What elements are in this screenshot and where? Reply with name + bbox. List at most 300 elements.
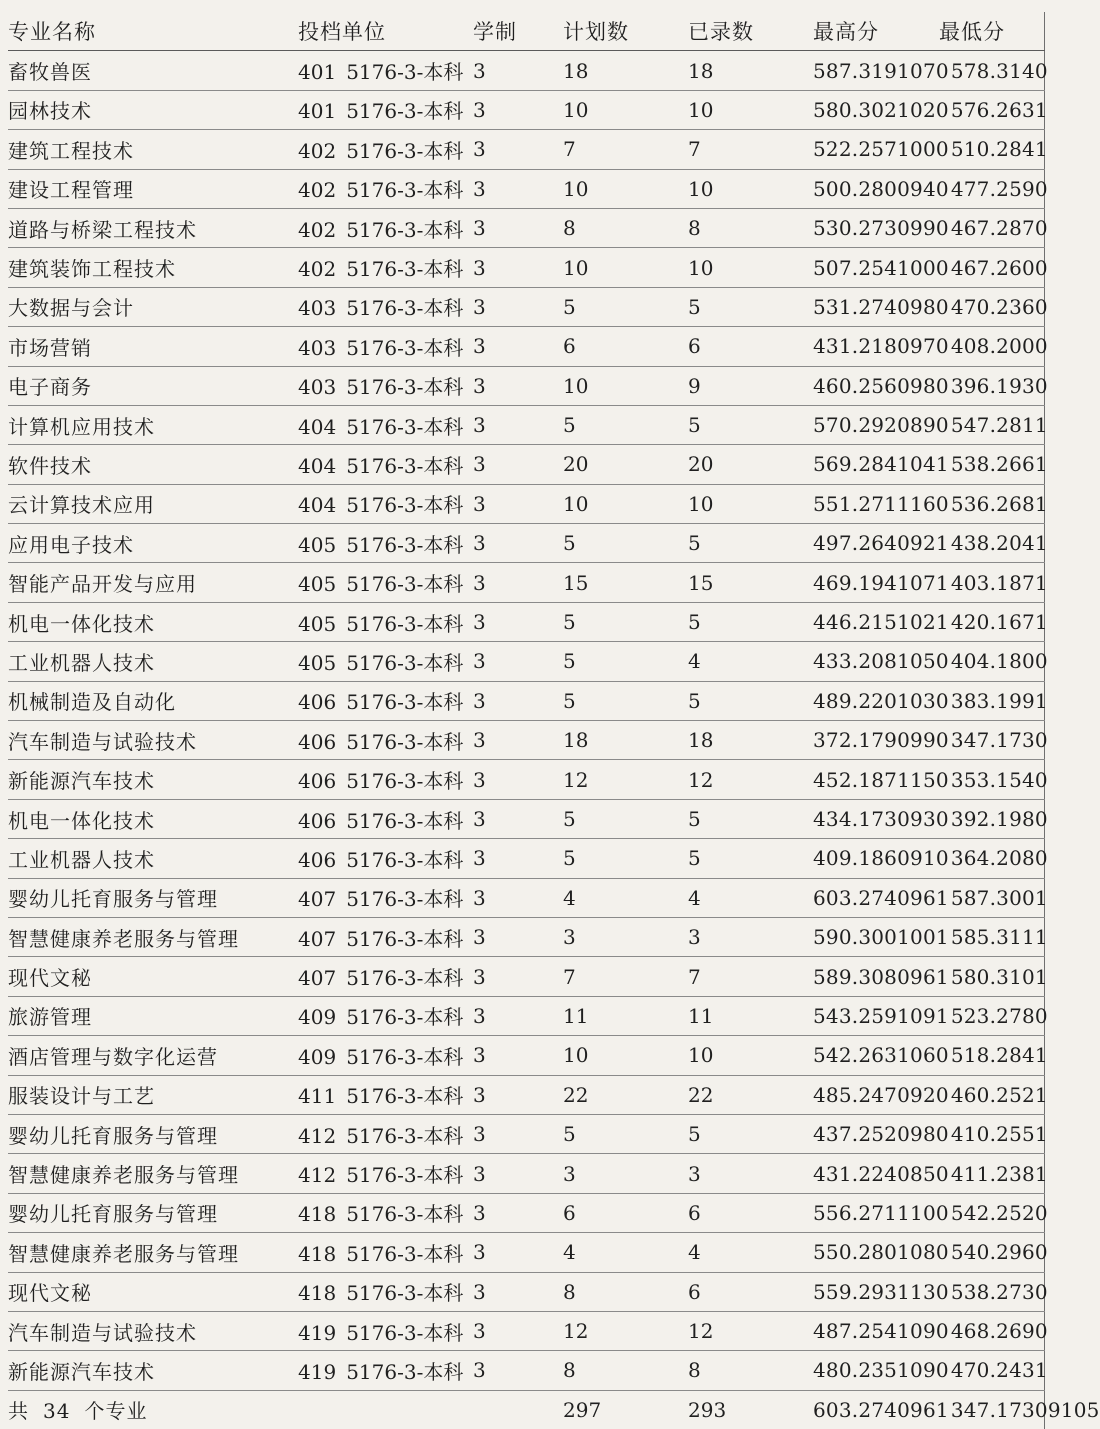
cell-max-score: 433.2081050	[813, 649, 949, 674]
cell-unit	[298, 563, 473, 602]
cell-min-score: 540.2960	[950, 1240, 1048, 1265]
cell-score-range	[813, 366, 1048, 405]
cell-max-score: 487.2541090	[813, 1319, 949, 1344]
cell-score-range	[813, 799, 1048, 838]
cell-unit-code: 402	[298, 257, 337, 282]
cell-plan: 15	[563, 563, 688, 602]
cell-unit-code: 402	[298, 178, 337, 203]
cell-max-score: 500.2800940	[813, 176, 949, 201]
cell-max-score: 497.2640921	[813, 531, 949, 556]
cell-major: 旅游管理	[8, 996, 298, 1035]
cell-major: 智慧健康养老服务与管理	[8, 917, 298, 956]
cell-unit	[298, 1154, 473, 1193]
cell-unit	[298, 445, 473, 484]
cell-unit-name: 5176-3-本科	[346, 1359, 464, 1384]
cell-unit-name: 5176-3-本科	[346, 808, 464, 833]
cell-plan: 4	[563, 878, 688, 917]
cell-unit-code: 405	[298, 532, 337, 557]
cell-score-range	[813, 327, 1048, 366]
cell-plan: 6	[563, 1193, 688, 1232]
cell-unit	[298, 878, 473, 917]
cell-unit	[298, 1075, 473, 1114]
cell-score-range	[813, 721, 1048, 760]
cell-score-range	[813, 1272, 1048, 1311]
cell-major: 汽车制造与试验技术	[8, 1311, 298, 1350]
cell-major: 智慧健康养老服务与管理	[8, 1233, 298, 1272]
cell-unit	[298, 721, 473, 760]
cell-years: 3	[473, 445, 563, 484]
cell-plan: 5	[563, 405, 688, 444]
cell-unit	[298, 1193, 473, 1232]
cell-max-score: 580.3021020	[813, 97, 949, 122]
cell-years: 3	[473, 1114, 563, 1153]
cell-unit	[298, 169, 473, 208]
cell-unit	[298, 405, 473, 444]
table-row	[8, 248, 1044, 287]
cell-years: 3	[473, 208, 563, 247]
cell-major: 机械制造及自动化	[8, 681, 298, 720]
cell-max-score: 437.2520980	[813, 1122, 949, 1147]
cell-max-score: 570.2920890	[813, 413, 949, 438]
cell-plan: 3	[563, 917, 688, 956]
cell-years: 3	[473, 760, 563, 799]
cell-min-score: 396.1930	[950, 373, 1048, 398]
cell-admitted: 20	[688, 445, 813, 484]
total-max: 603.2740961	[813, 1397, 949, 1422]
cell-plan: 3	[563, 1154, 688, 1193]
cell-unit-code: 404	[298, 493, 337, 518]
cell-years: 3	[473, 248, 563, 287]
cell-admitted: 18	[688, 51, 813, 90]
cell-years: 3	[473, 839, 563, 878]
cell-admitted: 10	[688, 248, 813, 287]
cell-unit-name: 5176-3-本科	[346, 375, 464, 400]
cell-unit-name: 5176-3-本科	[346, 453, 464, 478]
table-row	[8, 721, 1044, 760]
cell-score-range	[813, 1114, 1048, 1153]
cell-unit-name: 5176-3-本科	[346, 532, 464, 557]
header-admitted: 已录数	[688, 12, 813, 51]
cell-unit-name: 5176-3-本科	[346, 60, 464, 85]
cell-major: 建设工程管理	[8, 169, 298, 208]
cell-score-range	[813, 1193, 1048, 1232]
cell-unit-code: 404	[298, 414, 337, 439]
cell-min-score: 438.2041	[950, 531, 1048, 556]
table-row	[8, 957, 1044, 996]
cell-unit-code: 411	[298, 1084, 337, 1109]
header-score-range	[813, 12, 1044, 51]
cell-unit	[298, 602, 473, 641]
cell-admitted: 12	[688, 1311, 813, 1350]
cell-plan: 7	[563, 130, 688, 169]
cell-unit	[298, 917, 473, 956]
cell-years: 3	[473, 524, 563, 563]
header-unit: 投档单位	[298, 12, 473, 51]
table-row	[8, 602, 1044, 641]
cell-score-range	[813, 760, 1048, 799]
total-plan: 297	[563, 1397, 602, 1422]
table-row	[8, 445, 1044, 484]
cell-years: 3	[473, 1233, 563, 1272]
table-row	[8, 484, 1044, 523]
cell-score-range	[813, 1154, 1048, 1193]
cell-unit-name: 5176-3-本科	[346, 769, 464, 794]
cell-major: 软件技术	[8, 445, 298, 484]
cell-major: 建筑工程技术	[8, 130, 298, 169]
cell-plan: 5	[563, 524, 688, 563]
cell-major: 工业机器人技术	[8, 839, 298, 878]
cell-unit	[298, 366, 473, 405]
cell-max-score: 434.1730930	[813, 807, 949, 831]
cell-unit-code: 406	[298, 769, 337, 794]
admission-score-table	[8, 12, 1100, 1429]
cell-major: 畜牧兽医	[8, 51, 298, 90]
cell-unit-name: 5176-3-本科	[346, 493, 464, 518]
cell-max-score: 489.2201030	[813, 688, 949, 713]
cell-max-score: 485.2470920	[813, 1082, 949, 1107]
cell-unit-code: 406	[298, 808, 337, 833]
cell-admitted: 5	[688, 839, 813, 878]
cell-unit	[298, 90, 473, 129]
cell-unit-name: 5176-3-本科	[346, 1202, 464, 1227]
cell-admitted: 5	[688, 681, 813, 720]
cell-admitted: 10	[688, 90, 813, 129]
cell-min-score: 538.2730	[950, 1279, 1048, 1304]
cell-admitted: 5	[688, 287, 813, 326]
cell-major: 机电一体化技术	[8, 799, 298, 838]
cell-max-score: 409.1860910	[813, 846, 949, 871]
cell-max-score: 590.3001001	[813, 925, 949, 950]
table-row	[8, 681, 1044, 720]
cell-years: 3	[473, 563, 563, 602]
cell-unit-name: 5176-3-本科	[346, 1241, 464, 1266]
cell-major: 云计算技术应用	[8, 484, 298, 523]
total-score-range	[813, 1390, 1100, 1429]
cell-score-range	[813, 51, 1048, 90]
cell-score-range	[813, 1036, 1048, 1075]
cell-score-range	[813, 957, 1048, 996]
cell-plan: 18	[563, 721, 688, 760]
total-admitted: 293	[688, 1397, 727, 1422]
cell-admitted: 8	[688, 208, 813, 247]
cell-admitted: 4	[688, 878, 813, 917]
cell-unit-name: 5176-3-本科	[346, 611, 464, 636]
cell-plan: 10	[563, 1036, 688, 1075]
cell-years: 3	[473, 1272, 563, 1311]
cell-max-score: 531.2740980	[813, 294, 949, 319]
cell-plan: 10	[563, 484, 688, 523]
cell-unit-name: 5176-3-本科	[346, 257, 464, 282]
cell-unit-code: 409	[298, 1044, 337, 1069]
cell-unit-name: 5176-3-本科	[346, 887, 464, 912]
cell-score-range	[813, 248, 1048, 287]
cell-score-range	[813, 287, 1048, 326]
cell-plan: 20	[563, 445, 688, 484]
cell-unit-name: 5176-3-本科	[346, 414, 464, 439]
cell-max-score: 543.2591091	[813, 1003, 949, 1028]
total-prefix: 共	[8, 1399, 29, 1424]
cell-min-score: 404.1800	[950, 649, 1048, 674]
cell-admitted: 22	[688, 1075, 813, 1114]
table-row	[8, 208, 1044, 247]
cell-min-score: 468.2690	[950, 1319, 1048, 1344]
cell-years: 3	[473, 1311, 563, 1350]
cell-min-score: 585.3111	[950, 925, 1048, 950]
table-row	[8, 642, 1044, 681]
cell-score-range	[813, 878, 1048, 917]
cell-min-score: 470.2360	[950, 294, 1048, 319]
table-row	[8, 878, 1044, 917]
cell-major: 市场营销	[8, 327, 298, 366]
cell-admitted: 6	[688, 1272, 813, 1311]
cell-major: 服装设计与工艺	[8, 1075, 298, 1114]
cell-major: 婴幼儿托育服务与管理	[8, 1193, 298, 1232]
cell-years: 3	[473, 327, 563, 366]
table-row	[8, 1114, 1044, 1153]
cell-unit	[298, 524, 473, 563]
cell-max-score: 589.3080961	[813, 964, 949, 989]
cell-years: 3	[473, 1036, 563, 1075]
cell-years: 3	[473, 642, 563, 681]
cell-min-score: 420.1671	[950, 610, 1048, 635]
table-row	[8, 760, 1044, 799]
cell-score-range	[813, 602, 1048, 641]
cell-unit	[298, 51, 473, 90]
cell-years: 3	[473, 917, 563, 956]
cell-unit-code: 403	[298, 335, 337, 360]
cell-max-score: 431.2240850	[813, 1161, 949, 1186]
table-row	[8, 917, 1044, 956]
cell-min-score: 467.2870	[950, 216, 1048, 241]
total-suffix: 个专业	[84, 1399, 148, 1424]
cell-unit-name: 5176-3-本科	[346, 1005, 464, 1030]
cell-unit-code: 418	[298, 1202, 337, 1227]
cell-min-score: 460.2521	[950, 1082, 1048, 1107]
table-row	[8, 169, 1044, 208]
cell-unit	[298, 642, 473, 681]
header-major: 专业名称	[8, 12, 298, 51]
cell-plan: 22	[563, 1075, 688, 1114]
cell-plan: 8	[563, 1272, 688, 1311]
cell-plan: 5	[563, 681, 688, 720]
cell-min-score: 392.1980	[950, 807, 1048, 831]
cell-unit-name: 5176-3-本科	[346, 1281, 464, 1306]
cell-min-score: 353.1540	[950, 767, 1048, 792]
cell-unit-code: 419	[298, 1359, 337, 1384]
cell-unit-code: 405	[298, 572, 337, 597]
cell-max-score: 446.2151021	[813, 610, 949, 635]
cell-plan: 12	[563, 760, 688, 799]
cell-min-score: 538.2661	[950, 452, 1048, 477]
cell-years: 3	[473, 366, 563, 405]
cell-max-score: 556.2711100	[813, 1200, 949, 1225]
cell-min-score: 578.3140	[950, 58, 1048, 83]
cell-plan: 8	[563, 208, 688, 247]
cell-unit-code: 407	[298, 887, 337, 912]
cell-unit	[298, 1233, 473, 1272]
cell-unit-code: 406	[298, 729, 337, 754]
cell-max-score: 559.2931130	[813, 1279, 949, 1304]
cell-min-score: 410.2551	[950, 1122, 1048, 1147]
cell-unit-name: 5176-3-本科	[346, 966, 464, 991]
cell-unit-code: 405	[298, 650, 337, 675]
cell-plan: 8	[563, 1351, 688, 1390]
header-min: 最低分	[939, 20, 1005, 45]
cell-unit-code: 418	[298, 1241, 337, 1266]
table-row	[8, 1351, 1044, 1390]
cell-unit-code: 407	[298, 966, 337, 991]
cell-major: 道路与桥梁工程技术	[8, 208, 298, 247]
table-row	[8, 287, 1044, 326]
cell-score-range	[813, 1075, 1048, 1114]
cell-plan: 10	[563, 248, 688, 287]
cell-admitted: 3	[688, 917, 813, 956]
cell-unit-name: 5176-3-本科	[346, 926, 464, 951]
cell-max-score: 480.2351090	[813, 1358, 949, 1383]
cell-major: 汽车制造与试验技术	[8, 721, 298, 760]
cell-admitted: 9	[688, 366, 813, 405]
cell-unit	[298, 839, 473, 878]
cell-unit	[298, 799, 473, 838]
cell-years: 3	[473, 90, 563, 129]
cell-admitted: 4	[688, 1233, 813, 1272]
cell-unit-code: 402	[298, 217, 337, 242]
cell-major: 大数据与会计	[8, 287, 298, 326]
cell-min-score: 536.2681	[950, 491, 1048, 516]
cell-min-score: 580.3101	[950, 964, 1048, 989]
cell-score-range	[813, 169, 1048, 208]
table-row	[8, 1193, 1044, 1232]
cell-admitted: 5	[688, 602, 813, 641]
cell-unit-code: 406	[298, 690, 337, 715]
cell-admitted: 10	[688, 1036, 813, 1075]
cell-score-range	[813, 1311, 1048, 1350]
cell-unit-code: 418	[298, 1281, 337, 1306]
cell-unit	[298, 287, 473, 326]
cell-unit-name: 5176-3-本科	[346, 572, 464, 597]
cell-max-score: 603.2740961	[813, 885, 949, 910]
cell-unit-name: 5176-3-本科	[346, 847, 464, 872]
cell-plan: 5	[563, 1114, 688, 1153]
cell-score-range	[813, 484, 1048, 523]
header-plan: 计划数	[563, 12, 688, 51]
cell-unit	[298, 208, 473, 247]
cell-years: 3	[473, 996, 563, 1035]
cell-plan: 10	[563, 366, 688, 405]
cell-min-score: 576.2631	[950, 97, 1048, 122]
cell-admitted: 5	[688, 405, 813, 444]
cell-unit-name: 5176-3-本科	[346, 99, 464, 124]
table-row	[8, 130, 1044, 169]
table-row	[8, 405, 1044, 444]
cell-admitted: 11	[688, 996, 813, 1035]
cell-unit-name: 5176-3-本科	[346, 729, 464, 754]
cell-unit-code: 409	[298, 1005, 337, 1030]
cell-major: 建筑装饰工程技术	[8, 248, 298, 287]
cell-unit-name: 5176-3-本科	[346, 1044, 464, 1069]
cell-unit	[298, 996, 473, 1035]
cell-max-score: 469.1941071	[813, 570, 949, 595]
table-row	[8, 799, 1044, 838]
cell-unit-name: 5176-3-本科	[346, 178, 464, 203]
cell-plan: 5	[563, 287, 688, 326]
cell-min-score: 347.1730	[950, 728, 1048, 753]
cell-years: 3	[473, 405, 563, 444]
cell-score-range	[813, 130, 1048, 169]
cell-years: 3	[473, 681, 563, 720]
cell-admitted: 5	[688, 524, 813, 563]
table-row	[8, 366, 1044, 405]
cell-years: 3	[473, 484, 563, 523]
cell-min-score: 364.2080	[950, 846, 1048, 871]
cell-max-score: 551.2711160	[813, 491, 949, 516]
cell-score-range	[813, 681, 1048, 720]
table-row	[8, 996, 1044, 1035]
cell-major: 应用电子技术	[8, 524, 298, 563]
cell-plan: 5	[563, 799, 688, 838]
cell-score-range	[813, 208, 1048, 247]
cell-years: 3	[473, 721, 563, 760]
cell-years: 3	[473, 799, 563, 838]
cell-unit	[298, 1114, 473, 1153]
cell-unit	[298, 1311, 473, 1350]
cell-score-range	[813, 563, 1048, 602]
cell-min-score: 542.2520	[950, 1200, 1048, 1225]
cell-plan: 5	[563, 642, 688, 681]
cell-max-score: 569.2841041	[813, 452, 949, 477]
cell-admitted: 8	[688, 1351, 813, 1390]
table-row	[8, 1233, 1044, 1272]
cell-admitted: 7	[688, 130, 813, 169]
cell-years: 3	[473, 878, 563, 917]
cell-admitted: 3	[688, 1154, 813, 1193]
cell-score-range	[813, 642, 1048, 681]
cell-max-score: 431.2180970	[813, 334, 949, 359]
cell-plan: 11	[563, 996, 688, 1035]
cell-max-score: 507.2541000	[813, 255, 949, 280]
cell-major: 现代文秘	[8, 957, 298, 996]
table-row	[8, 51, 1044, 90]
cell-unit-code: 406	[298, 847, 337, 872]
cell-max-score: 587.3191070	[813, 58, 949, 83]
cell-plan: 4	[563, 1233, 688, 1272]
cell-min-score: 383.1991	[950, 688, 1048, 713]
cell-unit-name: 5176-3-本科	[346, 335, 464, 360]
header-years: 学制	[473, 12, 563, 51]
cell-unit	[298, 248, 473, 287]
cell-years: 3	[473, 130, 563, 169]
cell-min-score: 587.3001	[950, 885, 1048, 910]
cell-unit	[298, 1036, 473, 1075]
cell-score-range	[813, 445, 1048, 484]
cell-plan: 10	[563, 90, 688, 129]
cell-major: 婴幼儿托育服务与管理	[8, 878, 298, 917]
cell-score-range	[813, 1351, 1048, 1390]
cell-unit-name: 5176-3-本科	[346, 1084, 464, 1109]
cell-unit-code: 419	[298, 1320, 337, 1345]
total-major-count: 34	[43, 1399, 71, 1424]
cell-unit	[298, 760, 473, 799]
cell-min-score: 467.2600	[950, 255, 1048, 280]
cell-min-score: 510.2841	[950, 137, 1048, 162]
table-header-row	[8, 12, 1044, 51]
cell-years: 3	[473, 1351, 563, 1390]
cell-max-score: 452.1871150	[813, 767, 949, 792]
cell-unit	[298, 130, 473, 169]
cell-major: 园林技术	[8, 90, 298, 129]
header-max: 最高分	[813, 20, 879, 45]
cell-unit-code: 412	[298, 1123, 337, 1148]
